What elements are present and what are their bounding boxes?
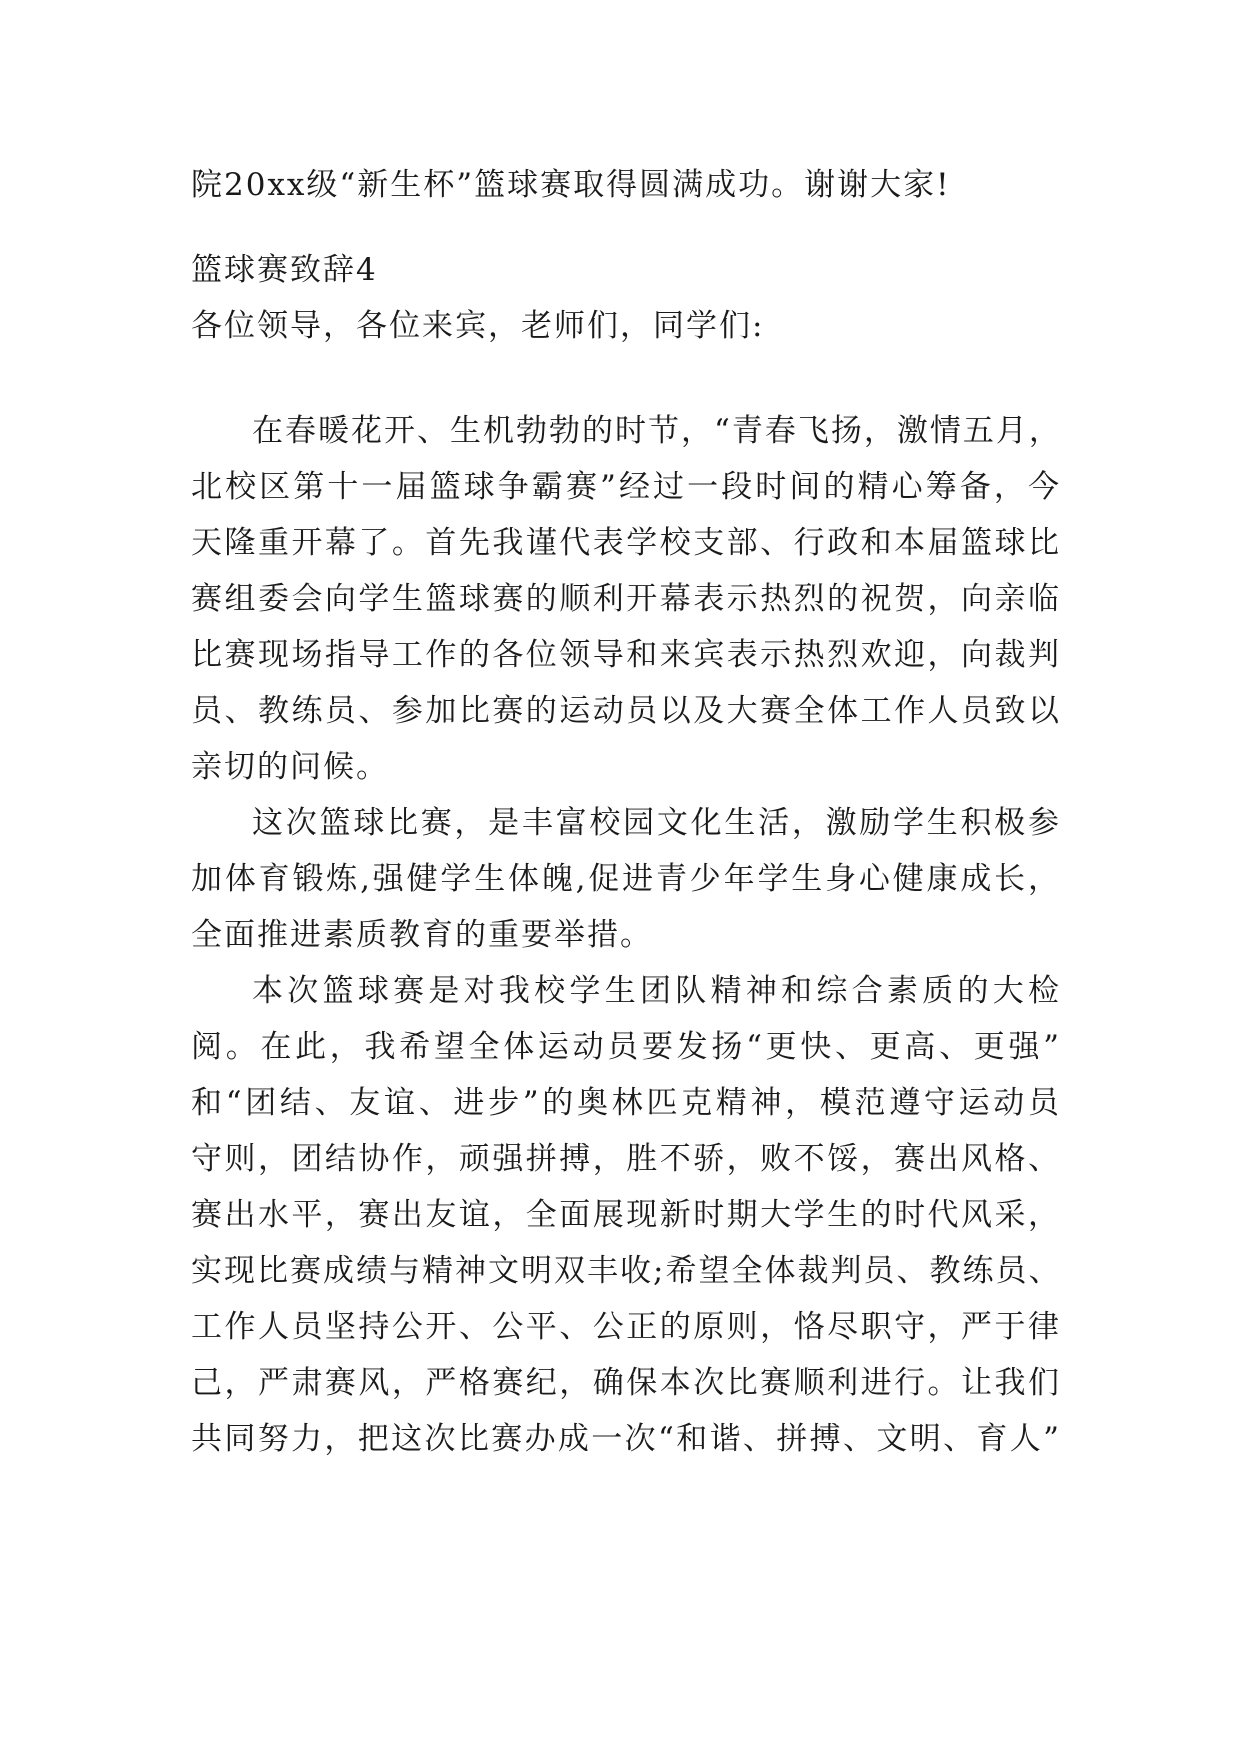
paragraph-1-line-1: 在春暖花开、生机勃勃的时节，“青春飞扬，激情五月， — [252, 413, 1062, 449]
paragraph-2-line-2: 加体育锻炼,强健学生体魄,促进青少年学生身心健康成长， — [191, 861, 1061, 897]
paragraph-2-line-1: 这次篮球比赛，是丰富校园文化生活，激励学生积极参 — [252, 805, 1061, 841]
paragraph-3-line-4: 守则，团结协作，顽强拼搏，胜不骄，败不馁，赛出风格、 — [191, 1141, 1061, 1177]
paragraph-1-line-5: 比赛现场指导工作的各位领导和来宾表示热烈欢迎，向裁判 — [191, 637, 1061, 673]
paragraph-3-line-6: 实现比赛成绩与精神文明双丰收;希望全体裁判员、教练员、 — [191, 1253, 1062, 1289]
section-title: 篮球赛致辞4 — [191, 252, 378, 288]
closing-line: 院20xx级“新生杯”篮球赛取得圆满成功。谢谢大家! — [191, 167, 951, 203]
paragraph-3-line-2: 阅。在此，我希望全体运动员要发扬“更快、更高、更强” — [191, 1029, 1061, 1065]
paragraph-1-line-4: 赛组委会向学生篮球赛的顺利开幕表示热烈的祝贺，向亲临 — [191, 581, 1061, 617]
paragraph-3-line-5: 赛出水平，赛出友谊，全面展现新时期大学生的时代风采， — [191, 1197, 1061, 1233]
salutation-line: 各位领导，各位来宾，老师们，同学们: — [191, 308, 765, 344]
paragraph-1-line-2: 北校区第十一届篮球争霸赛”经过一段时间的精心筹备，今 — [191, 469, 1061, 505]
paragraph-3-line-9: 共同努力，把这次比赛办成一次“和谐、拼搏、文明、育人” — [191, 1421, 1061, 1457]
paragraph-1-line-7: 亲切的问候。 — [191, 749, 389, 785]
paragraph-3-line-7: 工作人员坚持公开、公平、公正的原则，恪尽职守，严于律 — [191, 1309, 1061, 1345]
paragraph-3-line-8: 己，严肃赛风，严格赛纪，确保本次比赛顺利进行。让我们 — [191, 1365, 1061, 1401]
paragraph-3-line-3: 和“团结、友谊、进步”的奥林匹克精神，模范遵守运动员 — [191, 1085, 1061, 1121]
paragraph-1-line-3: 天隆重开幕了。首先我谨代表学校支部、行政和本届篮球比 — [191, 525, 1061, 561]
paragraph-3-line-1: 本次篮球赛是对我校学生团队精神和综合素质的大检 — [252, 973, 1061, 1009]
paragraph-2-line-3: 全面推进素质教育的重要举措。 — [191, 917, 653, 953]
paragraph-1-line-6: 员、教练员、参加比赛的运动员以及大赛全体工作人员致以 — [191, 693, 1061, 729]
